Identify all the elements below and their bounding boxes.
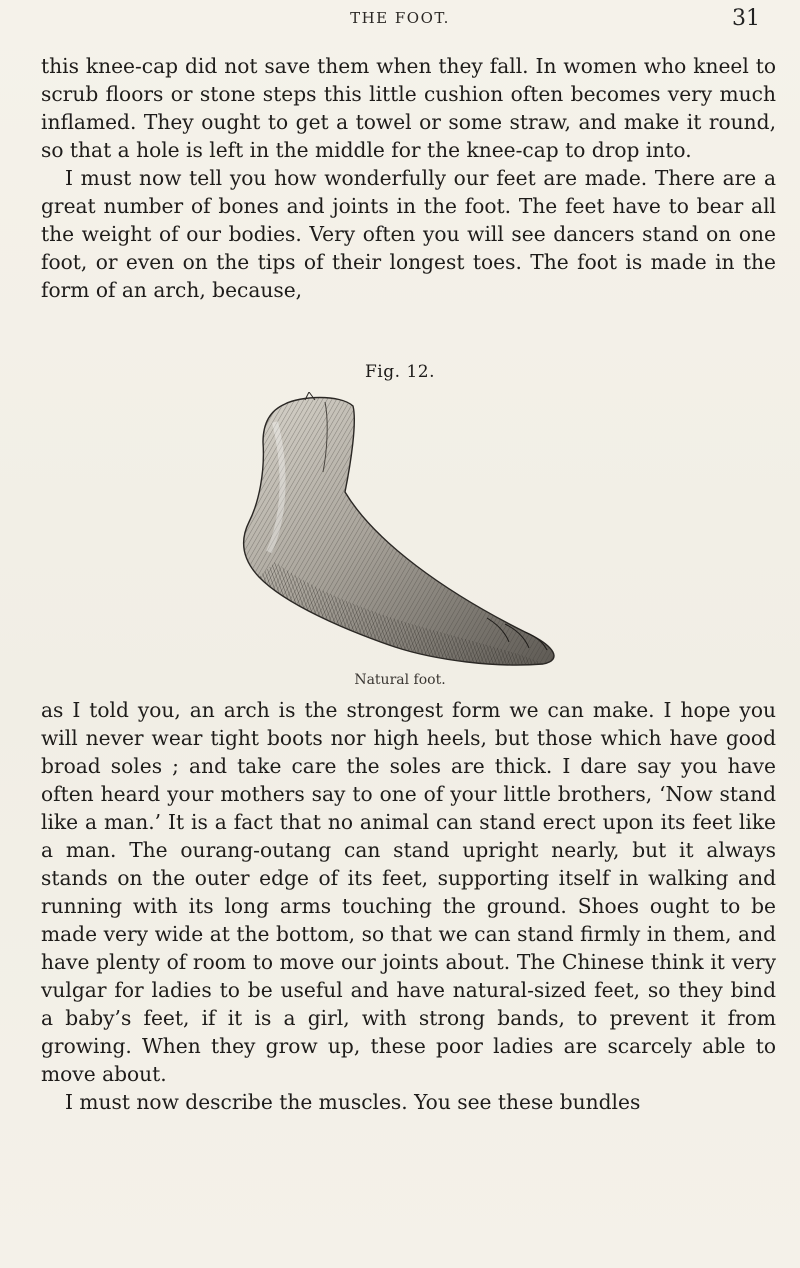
foot-illustration — [225, 392, 575, 667]
figure-12 — [0, 362, 800, 692]
running-head — [0, 6, 800, 30]
paragraph-feet-intro: I must now tell you how wonderfully our feet are made. There are a great number of bones and joints in the foot. The feet have to bear all the weight of our bodies. Very often you will see dancers stand on one foot, or even on the tips of their longest toes. The foot is made in the form of an arch, because, — [41, 166, 776, 302]
figure-label: Fig. 12. — [365, 362, 435, 382]
running-title: THE FOOT. — [350, 9, 450, 27]
figure-caption: Natural foot. — [354, 672, 446, 688]
page-number: 31 — [732, 6, 760, 31]
foot-shape — [244, 392, 554, 665]
paragraph-continuation: this knee-cap did not save them when they fall. In women who kneel to scrub floors or stone steps this little cushion often becomes very much inflamed. They ought to get a towel or some straw, and make it round, so that a hole is left in the middle for the knee-cap to drop into. — [41, 54, 776, 162]
text-block-bottom — [41, 696, 776, 1116]
paragraph-arch: as I told you, an arch is the strongest form we can make. I hope you will never wear tight boots nor high heels, but those which have good broad soles ; and take care the soles are thick. I dare say you have often heard your mothers say to one of your little brothers, ‘Now stand like a man.’ It is a fact that no animal can stand erect upon its feet like a man. The ourang-outang can stand upright nearly, but it always stands on the outer edge of its feet, supporting itself in walking and running with its long arms touching the ground. Shoes ought to be made very wide at the bottom, so that we can stand firmly in them, and have plenty of room to move our joints about. The Chinese think it very vulgar for ladies to be useful and have natural-sized feet, so they bind a baby’s feet, if it is a girl, with strong bands, to prevent it from growing. When they grow up, these poor ladies are scarcely able to move about. — [41, 698, 776, 1086]
text-block-top — [41, 52, 776, 304]
paragraph-muscles: I must now describe the muscles. You see these bundles — [65, 1090, 641, 1114]
